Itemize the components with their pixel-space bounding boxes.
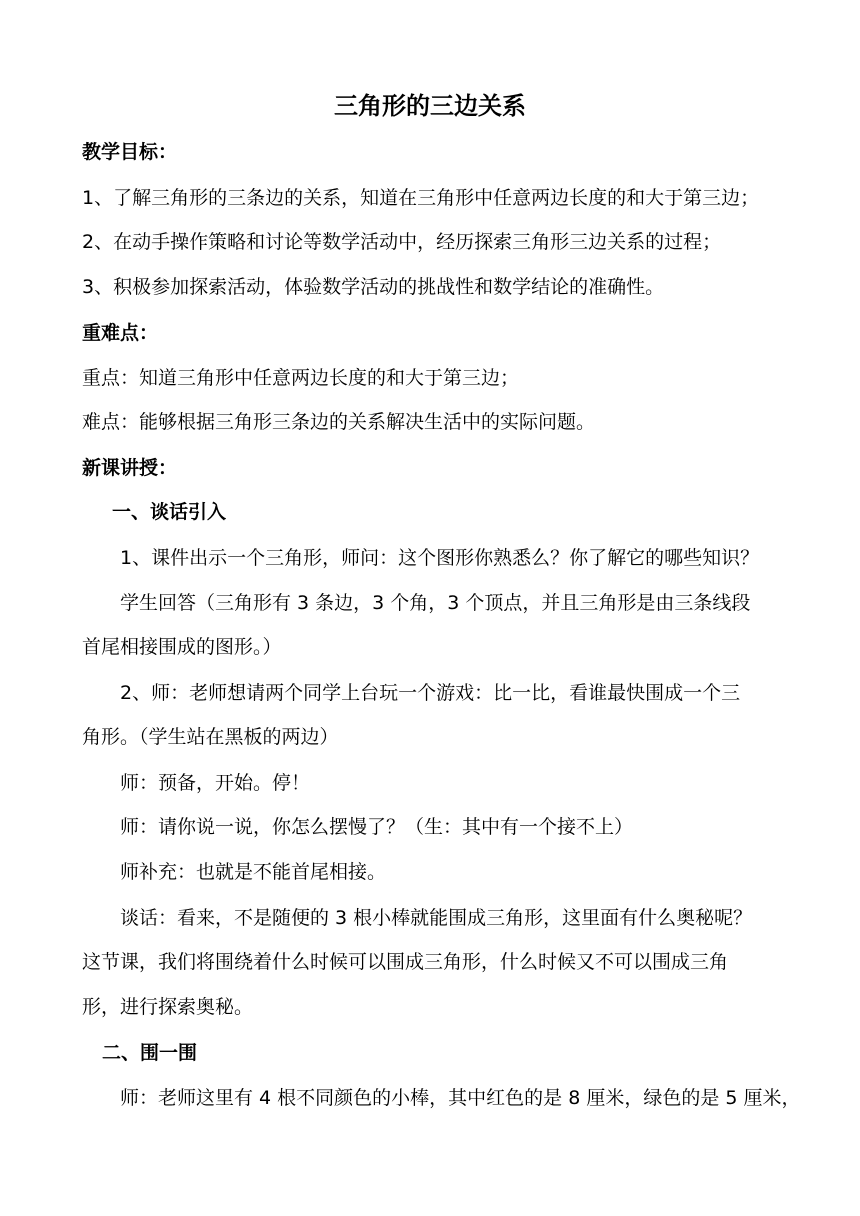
paragraph-line: 首尾相接围成的图形。） [82,636,282,658]
paragraph-line: 师：请你说一说，你怎么摆慢了？（生：其中有一个接不上） [120,816,634,838]
section-heading: 一、谈话引入 [112,501,227,523]
paragraph-line: 师补充：也就是不能首尾相接。 [120,861,387,883]
document-title: 三角形的三边关系 [334,91,526,120]
objective-item: 2、在动手操作策略和讨论等数学活动中，经历探索三角形三边关系的过程； [82,231,722,253]
paragraph-line: 1、课件出示一个三角形，师问：这个图形你熟悉么？你了解它的哪些知识？ [120,547,760,569]
new-lesson-heading: 新课讲授： [82,457,178,479]
paragraph-line: 学生回答（三角形有 3 条边，3 个角，3 个顶点，并且三角形是由三条线段 [120,592,751,614]
paragraph-line: 师：老师这里有 4 根不同颜色的小棒，其中红色的是 8 厘米，绿色的是 5 厘米， [120,1087,801,1109]
paragraph-line: 2、师：老师想请两个同学上台玩一个游戏：比一比，看谁最快围成一个三 [120,682,741,704]
key-points-heading: 重难点： [82,322,159,344]
difficult-point: 难点：能够根据三角形三条边的关系解决生活中的实际问题。 [82,411,596,433]
objective-item: 1、了解三角形的三条边的关系，知道在三角形中任意两边长度的和大于第三边； [82,187,760,209]
objective-item: 3、积极参加探索活动，体验数学活动的挑战性和数学结论的准确性。 [82,276,665,298]
paragraph-line: 这节课，我们将围绕着什么时候可以围成三角形，什么时候又不可以围成三角 [82,951,729,973]
paragraph-line: 谈话：看来，不是随便的 3 根小棒就能围成三角形，这里面有什么奥秘呢？ [120,907,753,929]
paragraph-line: 形，进行探索奥秘。 [82,996,254,1018]
key-point: 重点：知道三角形中任意两边长度的和大于第三边； [82,367,520,389]
paragraph-line: 师：预备，开始。停！ [120,772,311,794]
section-heading: 二、围一围 [102,1042,198,1064]
objectives-heading: 教学目标： [82,141,178,163]
paragraph-line: 角形。（学生站在黑板的两边） [82,726,339,748]
